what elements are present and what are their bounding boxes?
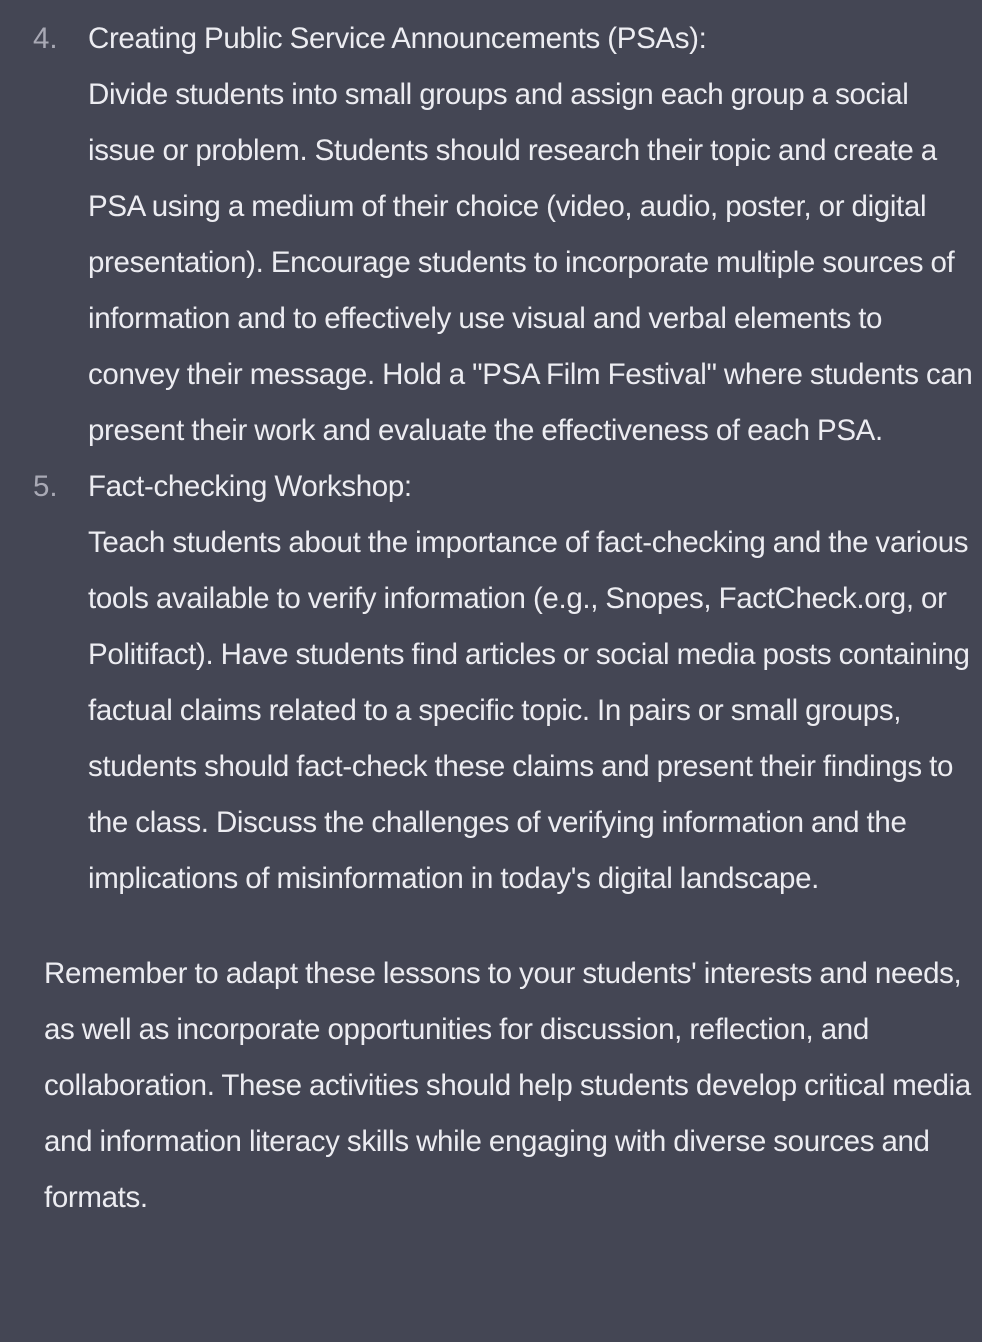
list-item-body: Teach students about the importance of fact-checking and the various tools available to verify information (e.g., Snopes, FactCheck.org, or Politifact). Have students find articles or social media posts containing factual claims related to a specific topic. In pairs or small groups, students should fact-check these claims and present their findings to the class. Discuss the challenges of verifying information and the implications of misinformation in today's digital landscape. bbox=[88, 526, 970, 895]
list-item-title: Creating Public Service Announcements (PSAs): bbox=[88, 22, 707, 55]
list-item-body: Divide students into small groups and assign each group a social issue or problem. Students should research their topic and create a PSA using a medium of their choice (video, audio, poster, or digital presentation). Encourage students to incorporate multiple sources of information and to effectively use visual and verbal elements to convey their message. Hold a "PSA Film Festival" where students can present their work and evaluate the effectiveness of each PSA. bbox=[88, 78, 973, 447]
list-item-number: 5. bbox=[33, 470, 58, 503]
closing-paragraph: Remember to adapt these lessons to your students' interests and needs, as well as incorporate opportunities for discussion, reflection, and collaboration. These activities should help students develop critical media and information literacy skills while engaging with diverse sources and formats. bbox=[44, 957, 971, 1214]
activity-list bbox=[0, 11, 982, 907]
list-item bbox=[0, 11, 982, 459]
list-item-title: Fact-checking Workshop: bbox=[88, 470, 412, 503]
list-item bbox=[0, 459, 982, 907]
list-item-number: 4. bbox=[33, 22, 58, 55]
